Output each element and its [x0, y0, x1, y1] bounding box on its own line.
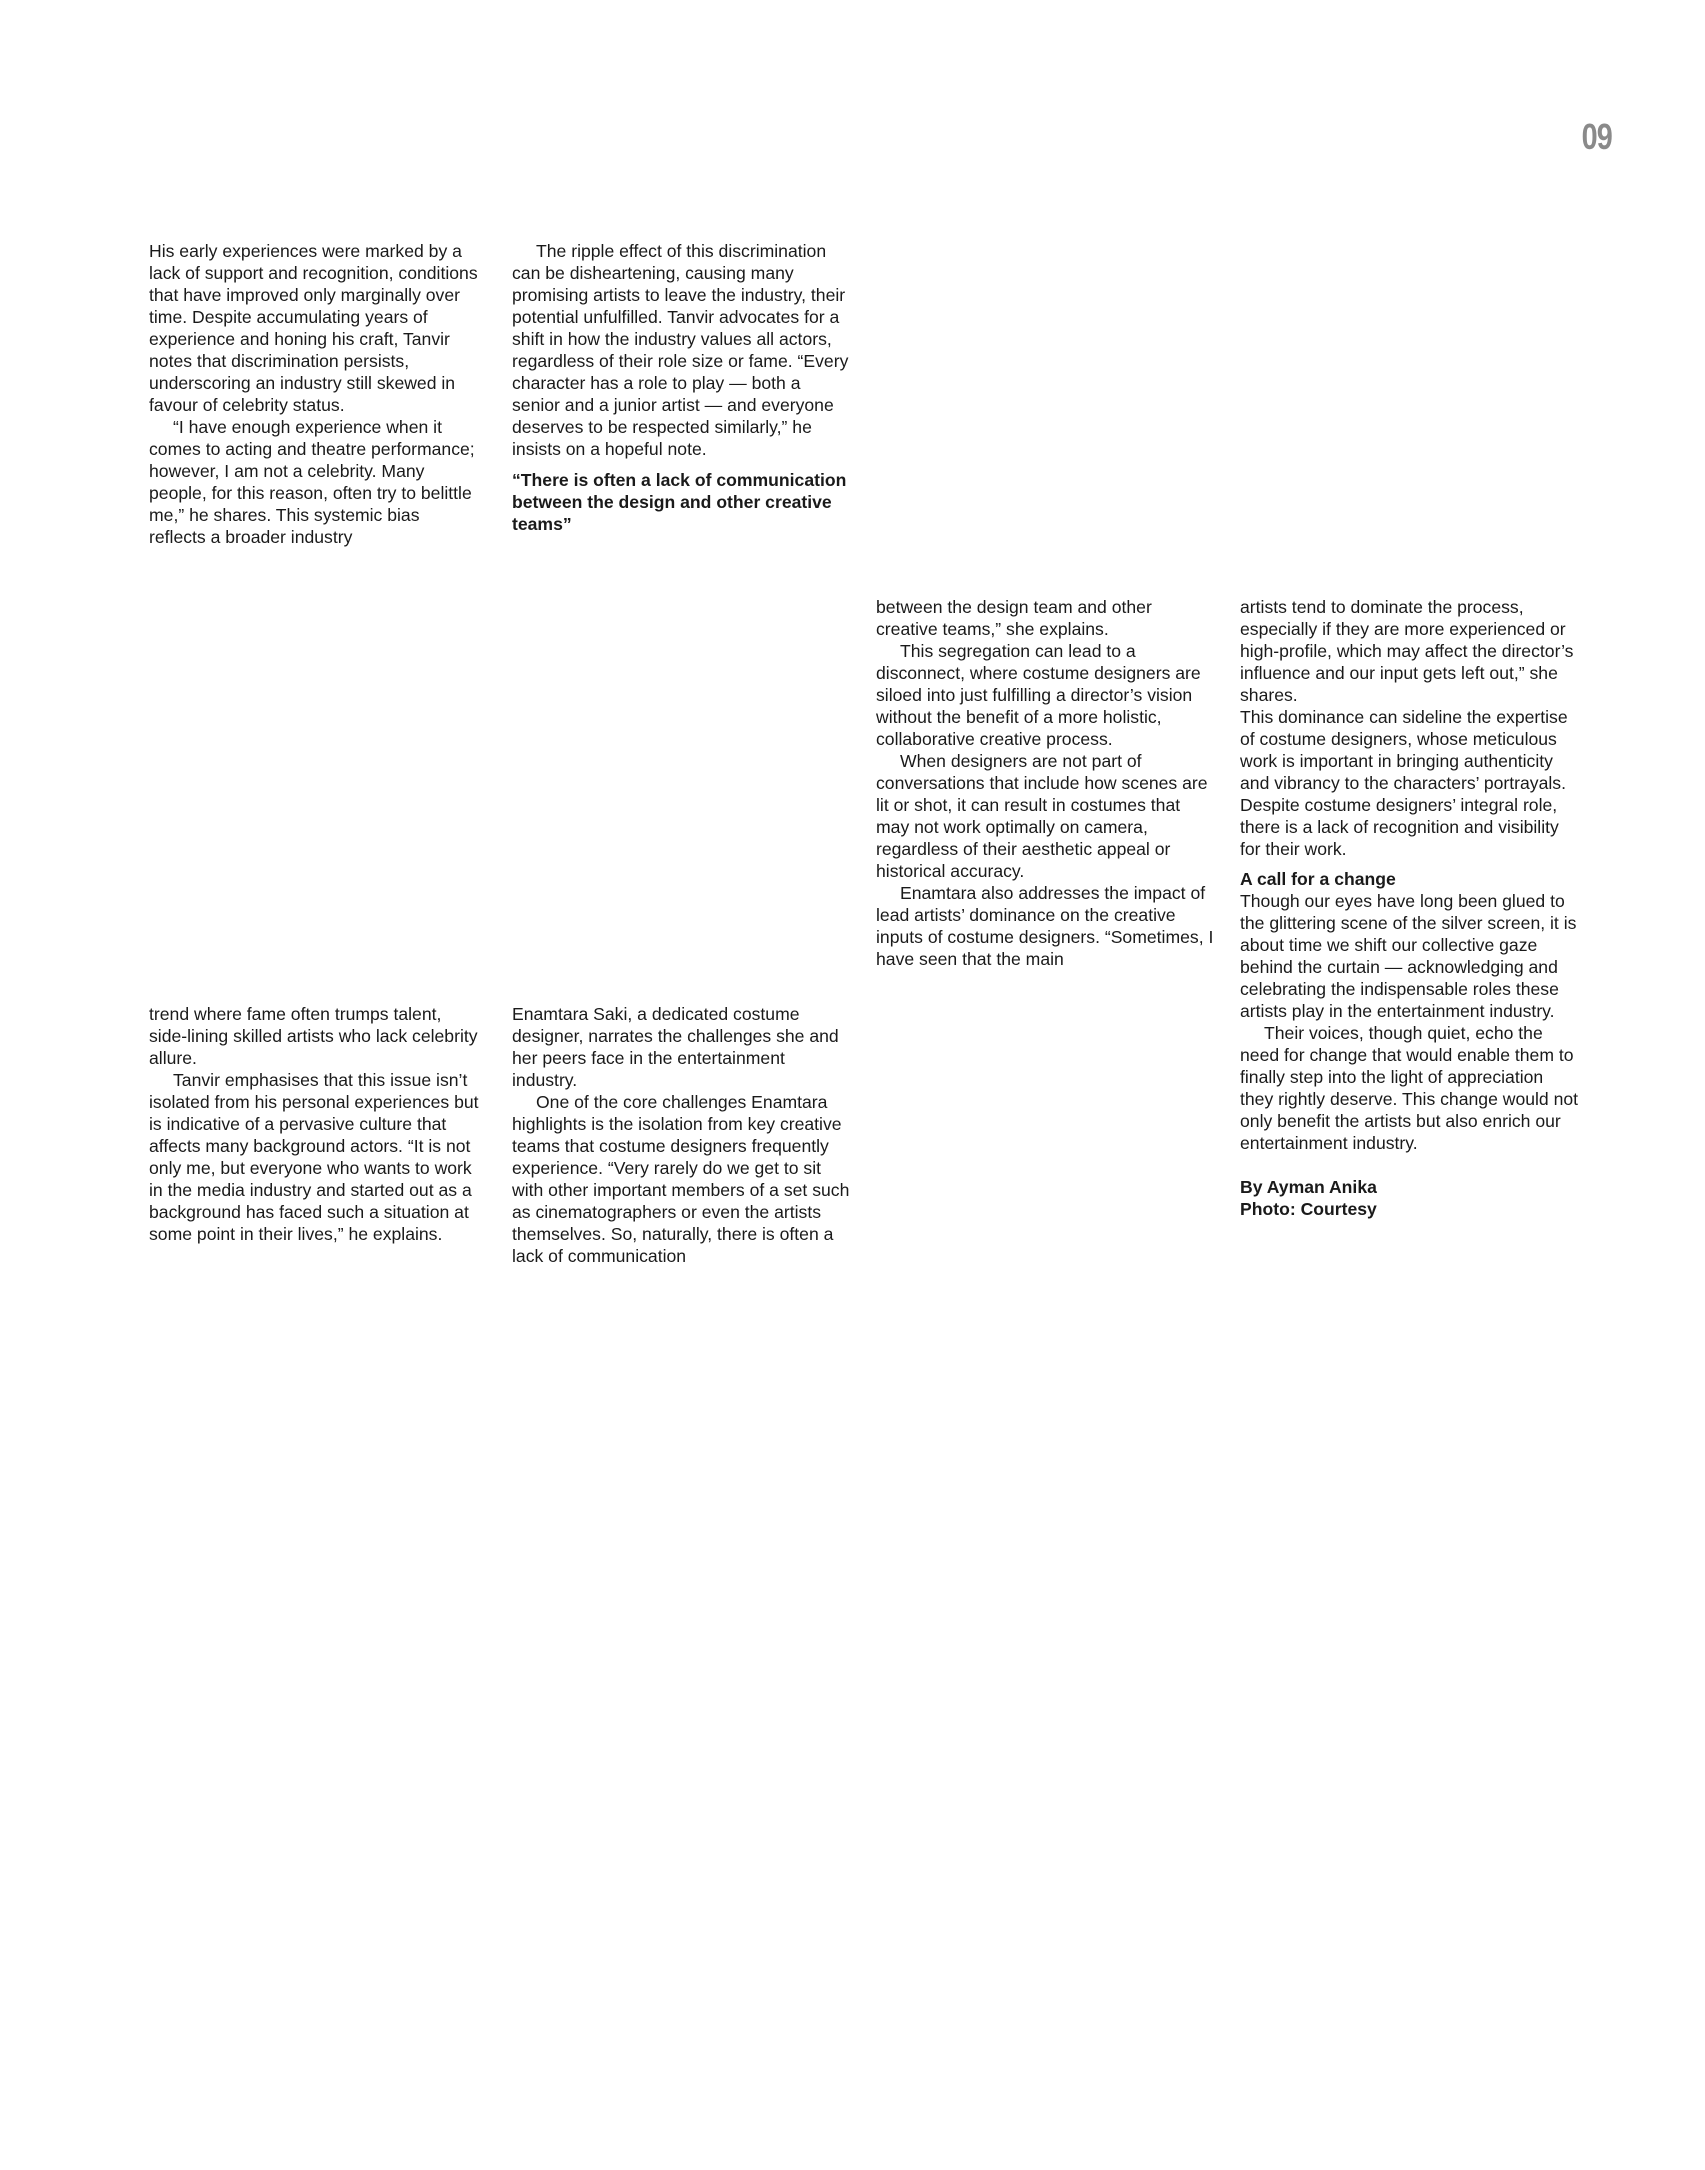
photo-credit: Photo: Courtesy: [1240, 1199, 1377, 1219]
spacer: [1240, 1154, 1580, 1176]
paragraph: artists tend to dominate the process, especially if they are more experienced or high-profile, which may affect the director’s influence and our input gets left out,” she shares.: [1240, 597, 1574, 705]
paragraph: This dominance can sideline the expertise of costume designers, whose meticulous work is important in bringing authenticity and vibrancy to the characters’ portrayals. Despite costume designers’ integral role, there is a lack of recognition and visibility for their work.: [1240, 707, 1568, 859]
paragraph: Enamtara Saki, a dedicated costume designer, narrates the challenges she and her peers face in the entertainment industry.: [512, 1004, 839, 1090]
pull-quote: “There is often a lack of communication between the design and other creative teams”: [512, 470, 847, 534]
paragraph: Tanvir emphasises that this issue isn’t isolated from his personal experiences but is indicative of a pervasive culture that affects many background actors. “It is not only me, but everyone who wants to work in the media industry and started out as a background has faced such a situation at some point in their lives,” he explains.: [149, 1070, 479, 1244]
paragraph: When designers are not part of conversations that include how scenes are lit or shot, it can result in costumes that may not work optimally on camera, regardless of their aesthetic appeal or historical accuracy.: [876, 751, 1208, 881]
byline: By Ayman Anika: [1240, 1177, 1377, 1197]
article-column-4: [1240, 596, 1580, 1220]
article-column-1-top: [149, 240, 481, 548]
paragraph: trend where fame often trumps talent, side-lining skilled artists who lack celebrity allure.: [149, 1004, 478, 1068]
paragraph: “I have enough experience when it comes to acting and theatre performance; however, I am not a celebrity. Many people, for this reason, often try to belittle me,” he shares. This systemic bias reflects a broader industry: [149, 417, 475, 547]
paragraph: Their voices, though quiet, echo the need for change that would enable them to finally step into the light of appreciation they rightly deserve. This change would not only benefit the artists but also enrich our entertainment industry.: [1240, 1023, 1579, 1153]
paragraph: This segregation can lead to a disconnect, where costume designers are siloed into just fulfilling a director’s vision without the benefit of a more holistic, collaborative creative process.: [876, 641, 1201, 749]
page-number: 09: [1581, 116, 1612, 157]
paragraph: between the design team and other creative teams,” she explains.: [876, 597, 1152, 639]
paragraph: His early experiences were marked by a lack of support and recognition, conditions that have improved only marginally over time. Despite accumulating years of experience and honing his craft, Tanvir notes that discrimination persists, underscoring an industry still skewed in favour of celebrity status.: [149, 241, 478, 415]
section-subheading: A call for a change: [1240, 869, 1396, 889]
paragraph: One of the core challenges Enamtara highlights is the isolation from key creative teams that costume designers frequently experience. “Very rarely do we get to sit with other important members of a set such as cinematographers or even the artists themselves. So, naturally, there is often a lack of communication: [512, 1092, 850, 1266]
article-column-2-bottom: [512, 1003, 850, 1267]
article-column-1-bottom: [149, 1003, 481, 1245]
paragraph: Enamtara also addresses the impact of lead artists’ dominance on the creative inputs of costume designers. “Sometimes, I have seen that the main: [876, 883, 1214, 969]
paragraph: Though our eyes have long been glued to the glittering scene of the silver screen, it is about time we shift our collective gaze behind the curtain — acknowledging and celebrating the indispensable roles these artists play in the entertainment industry.: [1240, 891, 1577, 1021]
paragraph: The ripple effect of this discrimination can be disheartening, causing many promising artists to leave the industry, their potential unfulfilled. Tanvir advocates for a shift in how the industry values all actors, regardless of their role size or fame. “Every character has a role to play — both a senior and a junior artist — and everyone deserves to be respected similarly,” he insists on a hopeful note.: [512, 241, 849, 459]
article-column-2-top: [512, 240, 850, 535]
article-column-3: [876, 596, 1216, 970]
